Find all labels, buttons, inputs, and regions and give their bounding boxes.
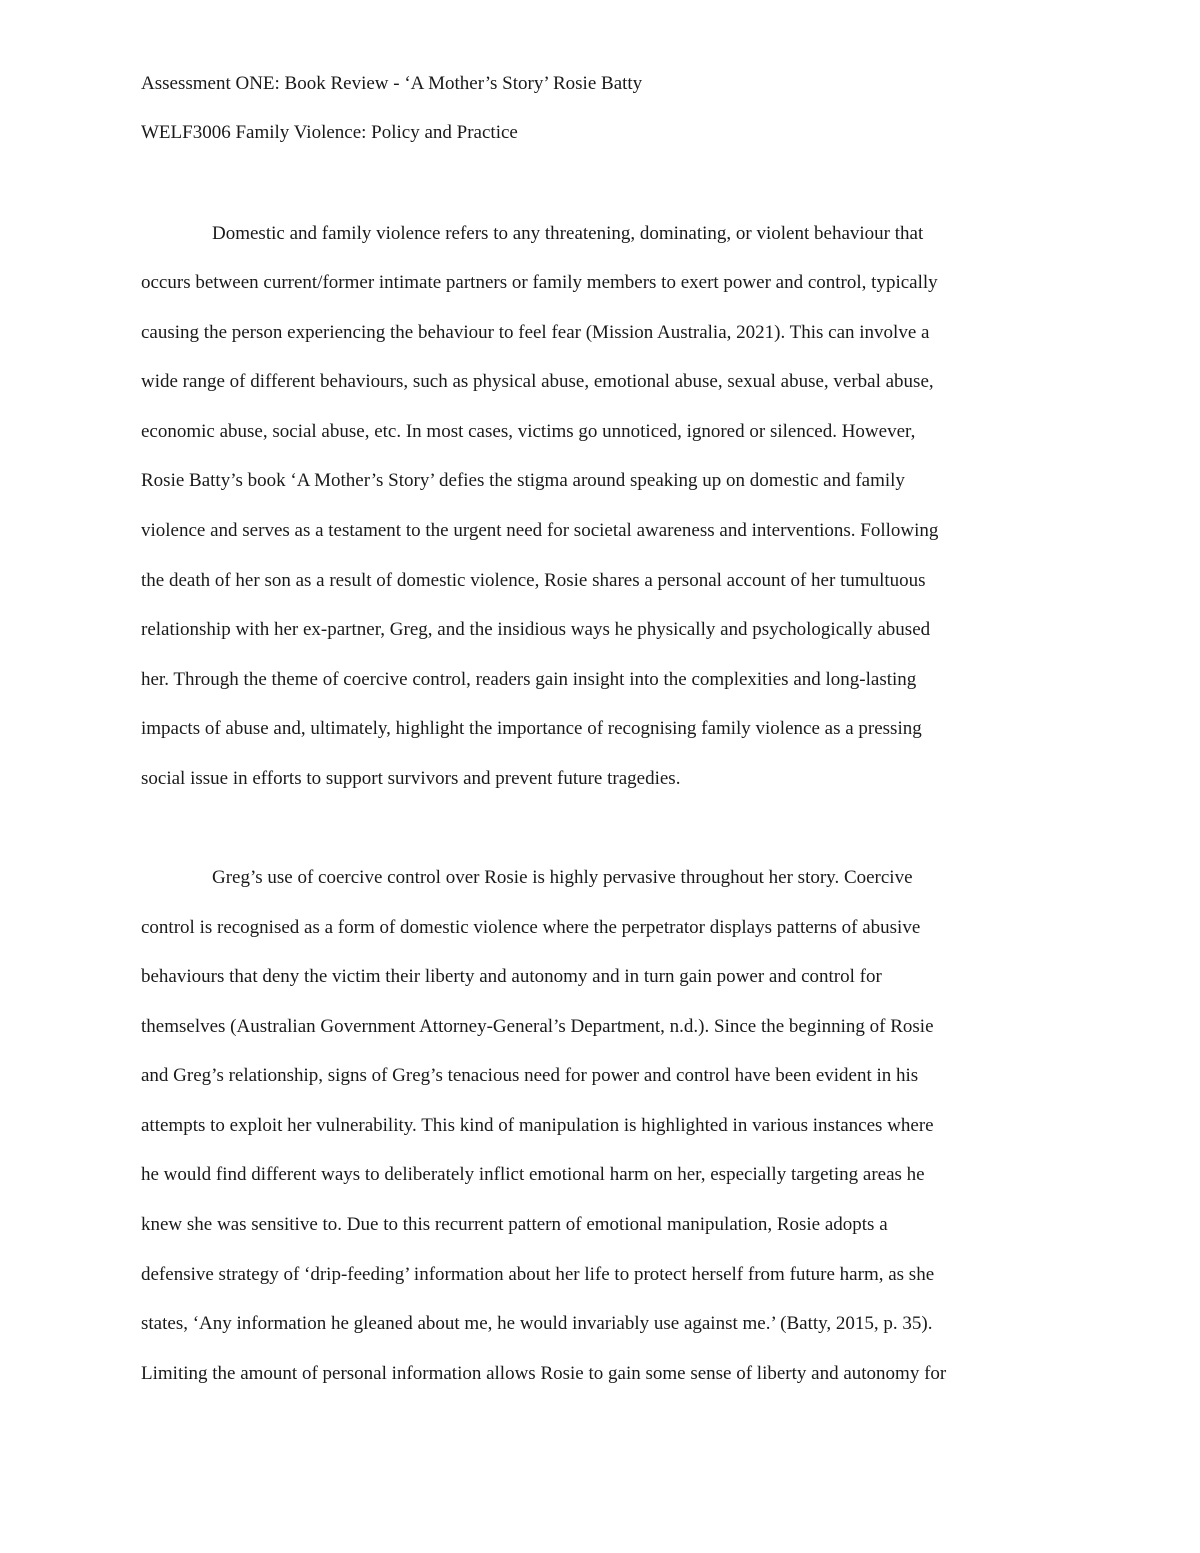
document-title: Assessment ONE: Book Review - ‘A Mother’s Story’ Rosie Batty xyxy=(141,73,643,94)
text-line: attempts to exploit her vulnerability. This kind of manipulation is highlighted in various instances where xyxy=(141,1115,934,1136)
text-line: defensive strategy of ‘drip-feeding’ information about her life to protect herself from future harm, as she xyxy=(141,1264,935,1285)
text-line: occurs between current/former intimate partners or family members to exert power and control, typically xyxy=(141,272,938,293)
text-line: control is recognised as a form of domestic violence where the perpetrator displays patterns of abusive xyxy=(141,917,921,938)
text-line: causing the person experiencing the behaviour to feel fear (Mission Australia, 2021). This can involve a xyxy=(141,322,930,343)
text-line: he would find different ways to deliberately inflict emotional harm on her, especially targeting areas he xyxy=(141,1164,925,1185)
text-line: themselves (Australian Government Attorney-General’s Department, n.d.). Since the beginning of Rosie xyxy=(141,1016,934,1037)
text-line: Rosie Batty’s book ‘A Mother’s Story’ defies the stigma around speaking up on domestic and family xyxy=(141,470,905,491)
text-line: states, ‘Any information he gleaned about me, he would invariably use against me.’ (Batty, 2015, p. 35). xyxy=(141,1313,933,1334)
text-line: Greg’s use of coercive control over Rosie is highly pervasive throughout her story. Coercive xyxy=(212,867,913,888)
text-line: wide range of different behaviours, such as physical abuse, emotional abuse, sexual abuse, verbal abuse, xyxy=(141,371,934,392)
text-line: impacts of abuse and, ultimately, highlight the importance of recognising family violence as a pressing xyxy=(141,718,922,739)
text-line: knew she was sensitive to. Due to this recurrent pattern of emotional manipulation, Rosie adopts a xyxy=(141,1214,888,1235)
text-line: violence and serves as a testament to the urgent need for societal awareness and interventions. Following xyxy=(141,520,939,541)
text-line: and Greg’s relationship, signs of Greg’s tenacious need for power and control have been evident in his xyxy=(141,1065,919,1086)
text-line: Limiting the amount of personal information allows Rosie to gain some sense of liberty and autonomy for xyxy=(141,1363,947,1384)
text-line: social issue in efforts to support survivors and prevent future tragedies. xyxy=(141,768,681,789)
course-title: WELF3006 Family Violence: Policy and Practice xyxy=(141,122,518,143)
text-line: economic abuse, social abuse, etc. In most cases, victims go unnoticed, ignored or silenced. However, xyxy=(141,421,916,442)
text-line: behaviours that deny the victim their liberty and autonomy and in turn gain power and control for xyxy=(141,966,882,987)
text-line: relationship with her ex-partner, Greg, and the insidious ways he physically and psychologically abused xyxy=(141,619,931,640)
text-line: her. Through the theme of coercive control, readers gain insight into the complexities and long-lasting xyxy=(141,669,917,690)
text-line: Domestic and family violence refers to any threatening, dominating, or violent behaviour that xyxy=(212,223,924,244)
text-line: the death of her son as a result of domestic violence, Rosie shares a personal account of her tumultuous xyxy=(141,570,926,591)
